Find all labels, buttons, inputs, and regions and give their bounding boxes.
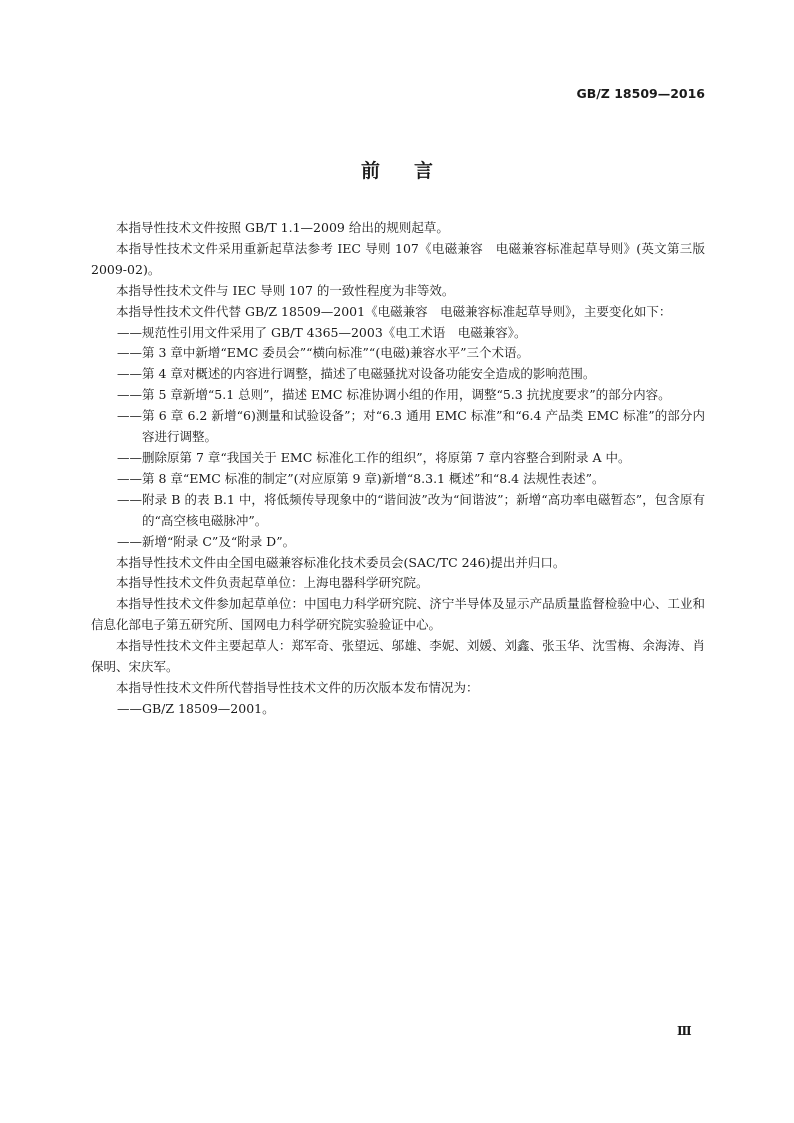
paragraph: 本指导性技术文件负责起草单位：上海电器科学研究院。 — [116, 575, 429, 591]
change-list-item: ——新增“附录 C”及“附录 D”。 — [117, 533, 296, 549]
change-list-item: ——第 5 章新增“5.1 总则”，描述 EMC 标准协调小组的作用，调整“5.3 抗扰度要求”的部分内容。 — [117, 387, 671, 403]
paragraph: 本指导性技术文件由全国电磁兼容标准化技术委员会(SAC/TC 246)提出并归口。 — [116, 554, 566, 570]
change-list-item: ——附录 B 的表 B.1 中，将低频传导现象中的“谐间波”改为“间谐波”；新增“高功率电磁暂态”，包含原有的“高空核电磁脉冲”。 — [117, 491, 705, 528]
paragraph: 本指导性技术文件采用重新起草法参考 IEC 导则 107《电磁兼容 电磁兼容标准起草导则》(英文第三版 2009-02)。 — [91, 240, 718, 277]
standard-code-header: GB/Z 18509—2016 — [576, 86, 705, 101]
version-list-item: ——GB/Z 18509—2001。 — [117, 700, 275, 716]
change-list-item: ——第 3 章中新增“EMC 委员会”“横向标准”“(电磁)兼容水平”三个术语。 — [117, 345, 529, 361]
paragraph: 本指导性技术文件代替 GB/Z 18509—2001《电磁兼容 电磁兼容标准起草导则》，主要变化如下： — [116, 303, 672, 319]
paragraph: 本指导性技术文件主要起草人：郑军奇、张望远、邬雄、李妮、刘媛、刘鑫、张玉华、沈雪梅、余海涛、肖保明、宋庆军。 — [91, 638, 705, 675]
paragraph: 本指导性技术文件参加起草单位：中国电力科学研究院、济宁半导体及显示产品质量监督检验中心、工业和信息化部电子第五研究所、国网电力科学研究院实验验证中心。 — [91, 596, 705, 633]
page-number: Ⅲ — [677, 1024, 692, 1038]
change-list-item: ——规范性引用文件采用了 GB/T 4365—2003《电工术语 电磁兼容》。 — [117, 324, 527, 340]
foreword-body — [91, 218, 718, 720]
paragraph: 本指导性技术文件与 IEC 导则 107 的一致性程度为非等效。 — [116, 282, 455, 298]
paragraph: 本指导性技术文件按照 GB/T 1.1—2009 给出的规则起草。 — [116, 220, 449, 235]
change-list-item: ——第 6 章 6.2 新增“6)测量和试验设备”；对“6.3 通用 EMC 标准”和“6.4 产品类 EMC 标准”的部分内容进行调整。 — [117, 408, 705, 445]
change-list-item: ——删除原第 7 章“我国关于 EMC 标准化工作的组织”，将原第 7 章内容整合到附录 A 中。 — [117, 449, 631, 465]
paragraph: 本指导性技术文件所代替指导性技术文件的历次版本发布情况为： — [116, 679, 479, 695]
change-list-item: ——第 4 章对概述的内容进行调整，描述了电磁骚扰对设备功能安全造成的影响范围。 — [117, 366, 596, 382]
change-list-item: ——第 8 章“EMC 标准的制定”(对应原第 9 章)新增“8.3.1 概述”和“8.4 法规性表述”。 — [117, 470, 605, 486]
page-title: 前言 — [360, 160, 467, 182]
